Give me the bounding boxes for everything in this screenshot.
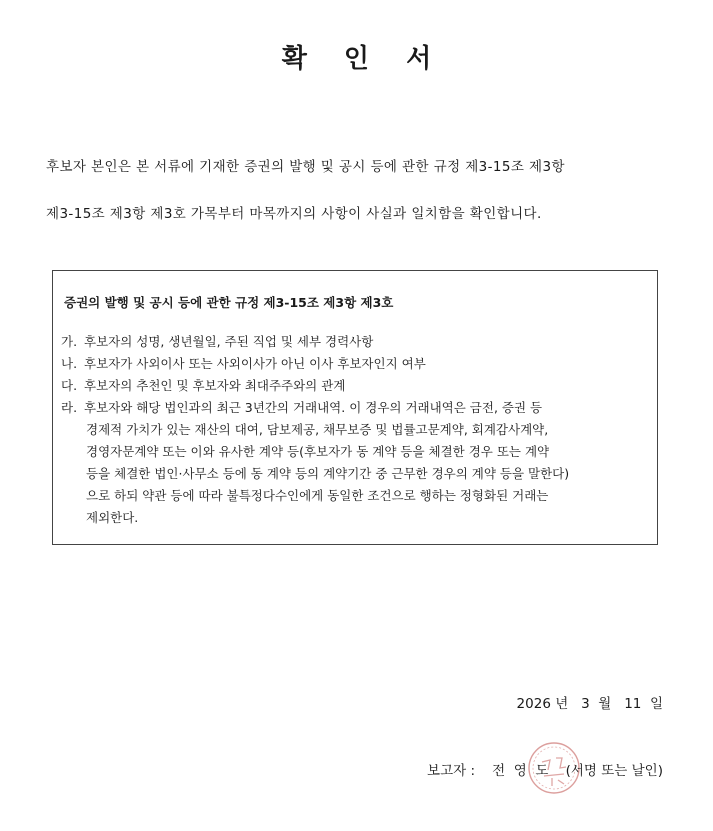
item-marker: 라. [61, 400, 78, 415]
item-marker: 가. [61, 334, 78, 349]
regulation-title: 증권의 발행 및 공시 등에 관한 규정 제3-15조 제3항 제3호 [64, 295, 394, 310]
item-text: 후보자와 해당 법인과의 최근 3년간의 거래내역. 이 경우의 거래내역은 금전, 증권 등 [84, 400, 543, 415]
item-continuation: 으로 하되 약관 등에 따라 불특정다수인에게 동일한 조건으로 행하는 정형화된 거래는 [86, 488, 549, 503]
list-item [61, 331, 373, 353]
item-text: 후보자가 사외이사 또는 사외이사가 아닌 이사 후보자인지 여부 [84, 356, 426, 371]
intro-line-1: 후보자 본인은 본 서류에 기재한 증권의 발행 및 공시 등에 관한 규정 제3-15조 제3항 [46, 159, 565, 175]
item-continuation: 등을 체결한 법인·사무소 등에 동 계약 등의 계약기간 중 근무한 경우의 계약 등을 말한다) [86, 466, 570, 481]
regulation-box [52, 270, 658, 545]
item-continuation: 경제적 가치가 있는 재산의 대여, 담보제공, 채무보증 및 법률고문계약, 회계감사계약, [86, 422, 549, 437]
list-item [61, 397, 542, 419]
signing-date: 2026 년 3 월 11 일 [516, 696, 663, 712]
list-item [61, 353, 426, 375]
item-marker: 나. [61, 356, 78, 371]
document-title: 확 인 서 [281, 44, 446, 74]
item-text: 후보자의 성명, 생년월일, 주된 직업 및 세부 경력사항 [84, 334, 374, 349]
reporter-signature-line: 보고자 : 전 영 도 (서명 또는 날인) [427, 763, 663, 779]
item-continuation: 제외한다. [86, 510, 139, 525]
item-marker: 다. [61, 378, 78, 393]
intro-line-2: 제3-15조 제3항 제3호 가목부터 마목까지의 사항이 사실과 일치함을 확인합니다. [46, 206, 542, 222]
list-item [61, 375, 345, 397]
item-text: 후보자의 추천인 및 후보자와 최대주주와의 관계 [84, 378, 346, 393]
item-continuation: 경영자문계약 또는 이와 유사한 계약 등(후보자가 동 계약 등을 체결한 경우 또는 계약 [86, 444, 550, 459]
